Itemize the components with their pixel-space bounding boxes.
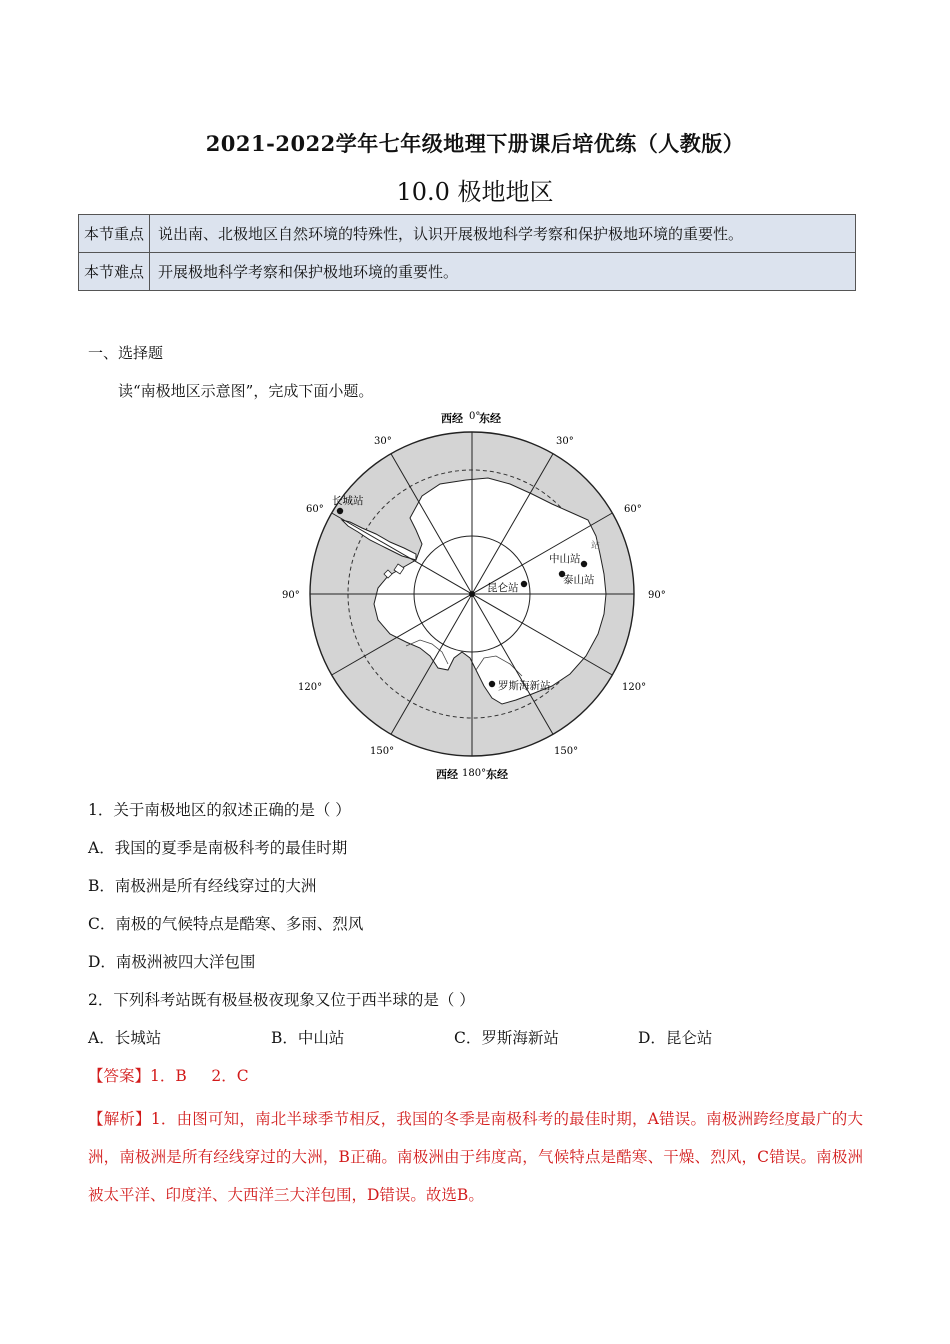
taishan-station-label: 泰山站	[563, 574, 595, 586]
map-bottom-west: 西经	[436, 768, 458, 781]
table-row	[79, 253, 856, 291]
kunlun-station-label: 昆仑站	[487, 582, 519, 594]
zhongshan-station-dot	[581, 561, 587, 567]
zhongshan-station-label: 中山站	[549, 553, 581, 565]
q1-option-a: A．我国的夏季是南极科考的最佳时期	[88, 839, 348, 857]
q2-stem: 2．下列科考站既有极昼极夜现象又位于西半球的是（ ）	[88, 991, 475, 1009]
answer-block	[88, 1064, 249, 1086]
map-top-value: 0°	[469, 411, 481, 422]
analysis-block	[88, 1100, 863, 1214]
analysis-text: 1．由图可知，南北半球季节相反，我国的冬季是南极科考的最佳时期，A错误。南极洲跨经度最广的大洲，南极洲是所有经线穿过的大洲，B正确。南极洲由于纬度高，气候特点是酷寒、干燥、烈风，C错误。南极洲被太平洋、印度洋、大西洋三大洋包围，D错误。故选B。	[88, 1110, 863, 1204]
lon-label: 90°	[648, 590, 666, 601]
lon-label: 120°	[622, 682, 647, 693]
lon-label: 150°	[554, 746, 579, 757]
map-bottom-value: 180°	[462, 768, 487, 779]
q2-option-c: C．罗斯海新站	[454, 1029, 559, 1047]
q1-option-d: D．南极洲被四大洋包围	[88, 953, 256, 971]
changcheng-station-label: 长城站	[332, 495, 364, 507]
document-title: 2021-2022学年七年级地理下册课后培优练（人教版）	[205, 131, 745, 156]
q2-option-a: A．长城站	[88, 1029, 162, 1047]
keypoint-label: 本节重点	[79, 215, 150, 253]
antarctica-map	[270, 408, 680, 784]
q1-option-b: B．南极洲是所有经线穿过的大洲	[88, 877, 317, 895]
lon-label: 60°	[624, 504, 642, 515]
south-pole-dot	[469, 591, 475, 597]
lon-label: 30°	[556, 436, 574, 447]
answer-label: 【答案】	[88, 1067, 151, 1085]
lon-label: 60°	[306, 504, 324, 515]
section-heading: 一、选择题	[88, 344, 164, 362]
map-top-west: 西经	[441, 412, 463, 425]
kunlun-station-dot	[521, 581, 527, 587]
q1-option-c: C．南极的气候特点是酷寒、多雨、烈风	[88, 915, 364, 933]
q2-option-d: D．昆仑站	[638, 1029, 713, 1047]
difficulty-label: 本节难点	[79, 253, 150, 291]
q1-stem: 1．关于南极地区的叙述正确的是（ ）	[88, 801, 351, 819]
map-top-east: 东经	[479, 412, 501, 425]
keypoints-table	[78, 214, 856, 291]
luosihai-station-dot	[489, 681, 495, 687]
answer-text: 1．B 2．C	[150, 1067, 249, 1085]
lon-label: 30°	[374, 436, 392, 447]
lon-label: 120°	[298, 682, 323, 693]
section-subtitle: 10.0 极地地区	[396, 178, 554, 206]
lon-label: 90°	[282, 590, 300, 601]
q2-option-b: B．中山站	[271, 1029, 345, 1047]
luosihai-station-label: 罗斯海新站	[498, 680, 551, 692]
changcheng-station-dot	[337, 508, 343, 514]
other-station-label: 站	[591, 541, 601, 551]
question-instruction: 读“南极地区示意图”，完成下面小题。	[118, 382, 374, 400]
lon-label: 150°	[370, 746, 395, 757]
analysis-label: 【解析】	[88, 1110, 151, 1128]
table-row	[79, 215, 856, 253]
map-bottom-east: 东经	[486, 768, 508, 781]
keypoint-text: 说出南、北极地区自然环境的特殊性，认识开展极地科学考察和保护极地环境的重要性。	[150, 215, 856, 253]
difficulty-text: 开展极地科学考察和保护极地环境的重要性。	[150, 253, 856, 291]
